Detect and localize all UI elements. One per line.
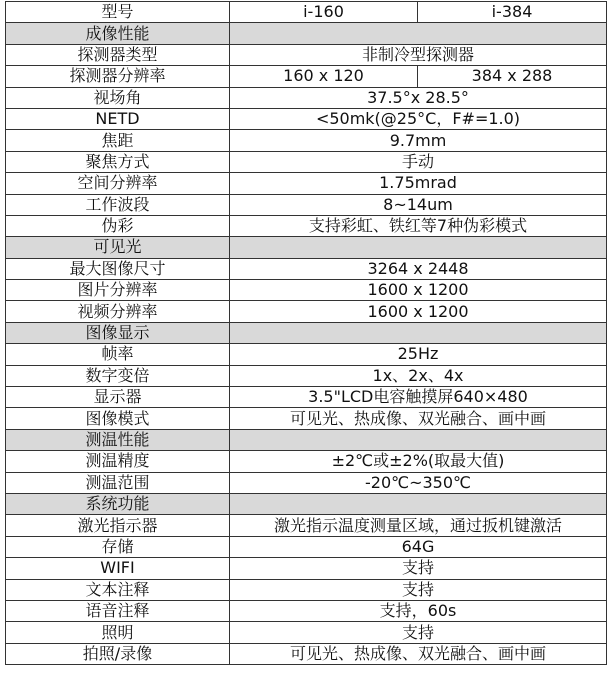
header-model-a: i-160: [230, 2, 418, 23]
row-label: 激光指示器: [6, 515, 230, 536]
row-value: 支持彩虹、铁红等7种伪彩模式: [230, 215, 607, 236]
section-title: 系统功能: [6, 493, 230, 514]
row-label: 空间分辨率: [6, 173, 230, 194]
table-row: [6, 258, 607, 279]
row-label: NETD: [6, 108, 230, 129]
row-label: 伪彩: [6, 215, 230, 236]
section-display: [6, 322, 607, 343]
section-measurement: [6, 429, 607, 450]
table-row: [6, 151, 607, 172]
row-label: 帧率: [6, 344, 230, 365]
table-row: [6, 344, 607, 365]
row-label: 测温范围: [6, 472, 230, 493]
section-title: 成像性能: [6, 23, 230, 44]
table-row: [6, 515, 607, 536]
row-value: 可见光、热成像、双光融合、画中画: [230, 408, 607, 429]
row-value: 支持，60s: [230, 600, 607, 621]
row-value: 非制冷型探测器: [230, 44, 607, 65]
row-label: 焦距: [6, 130, 230, 151]
row-value: 1600 x 1200: [230, 280, 607, 301]
header-label: 型号: [6, 2, 230, 23]
row-value-b: 384 x 288: [418, 66, 607, 87]
table-row: [6, 301, 607, 322]
spec-table: [5, 1, 607, 665]
row-value: 1.75mrad: [230, 173, 607, 194]
header-model-b: i-384: [418, 2, 607, 23]
row-value: 8~14um: [230, 194, 607, 215]
row-label: 工作波段: [6, 194, 230, 215]
row-label: 图像模式: [6, 408, 230, 429]
section-title: 图像显示: [6, 322, 230, 343]
row-label: 聚焦方式: [6, 151, 230, 172]
row-label: 语音注释: [6, 600, 230, 621]
table-row: [6, 600, 607, 621]
table-row: [6, 130, 607, 151]
row-label: 探测器类型: [6, 44, 230, 65]
table-row: [6, 472, 607, 493]
row-value: 3.5"LCD电容触摸屏640×480: [230, 387, 607, 408]
row-label: 照明: [6, 622, 230, 643]
table-row: [6, 215, 607, 236]
row-label: 视场角: [6, 87, 230, 108]
row-value-a: 160 x 120: [230, 66, 418, 87]
row-value: 激光指示温度测量区域，通过扳机键激活: [230, 515, 607, 536]
table-row: [6, 622, 607, 643]
row-value: 3264 x 2448: [230, 258, 607, 279]
row-value: <50mk(@25°C，F#=1.0): [230, 108, 607, 129]
table-row: [6, 408, 607, 429]
row-label: 拍照/录像: [6, 643, 230, 664]
table-row: [6, 643, 607, 664]
row-value: 手动: [230, 151, 607, 172]
table-row: [6, 173, 607, 194]
row-label: 存储: [6, 536, 230, 557]
table-row: [6, 536, 607, 557]
table-row: [6, 365, 607, 386]
section-imaging: [6, 23, 607, 44]
section-title: 测温性能: [6, 429, 230, 450]
row-label: 显示器: [6, 387, 230, 408]
row-label: 测温精度: [6, 451, 230, 472]
row-value: -20℃~350℃: [230, 472, 607, 493]
row-value: 支持: [230, 579, 607, 600]
row-value: 可见光、热成像、双光融合、画中画: [230, 643, 607, 664]
row-label: 最大图像尺寸: [6, 258, 230, 279]
row-label: 探测器分辨率: [6, 66, 230, 87]
row-label: 数字变倍: [6, 365, 230, 386]
table-row: [6, 44, 607, 65]
row-label: WIFI: [6, 558, 230, 579]
table-row: [6, 87, 607, 108]
row-label: 图片分辨率: [6, 280, 230, 301]
row-label: 视频分辨率: [6, 301, 230, 322]
row-value: 25Hz: [230, 344, 607, 365]
row-value: 1x、2x、4x: [230, 365, 607, 386]
row-value: 37.5°x 28.5°: [230, 87, 607, 108]
section-system: [6, 493, 607, 514]
table-row: [6, 108, 607, 129]
row-value: 支持: [230, 558, 607, 579]
row-value: 1600 x 1200: [230, 301, 607, 322]
table-row: [6, 66, 607, 87]
row-value: ±2℃或±2%(取最大值): [230, 451, 607, 472]
table-row: [6, 558, 607, 579]
row-label: 文本注释: [6, 579, 230, 600]
table-row: [6, 451, 607, 472]
row-value: 9.7mm: [230, 130, 607, 151]
section-visible: [6, 237, 607, 258]
table-row: [6, 579, 607, 600]
section-title: 可见光: [6, 237, 230, 258]
table-row: [6, 387, 607, 408]
row-value: 支持: [230, 622, 607, 643]
table-row: [6, 280, 607, 301]
row-value: 64G: [230, 536, 607, 557]
table-row-header: [6, 2, 607, 23]
table-row: [6, 194, 607, 215]
